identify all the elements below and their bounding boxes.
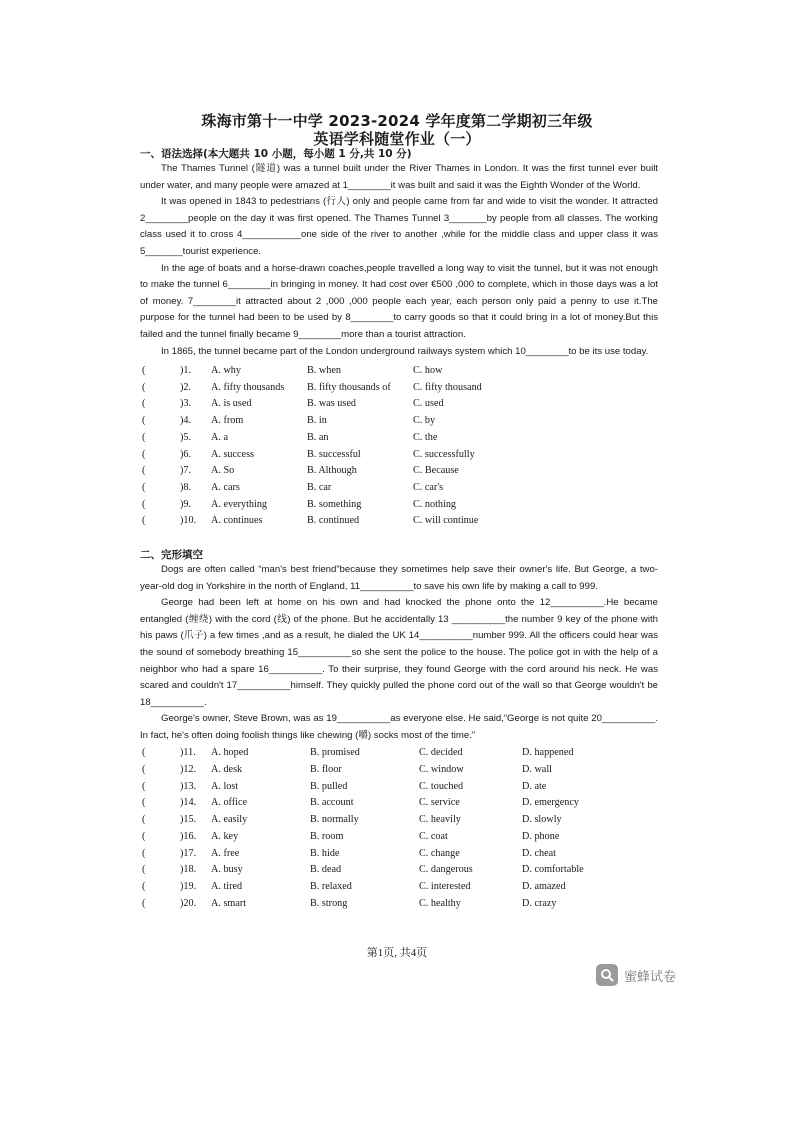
passage1-paragraph: It was opened in 1843 to pedestrians (行人) only and people came from far and wide to visit the wonder. It attracted 2________people on the day it was first opened. The Thames Tunnel 3_______by people from all classes. The working class used it to cross 4___________one side of the river to another ,while for the middle class and upper class it was 5_______tourist experience. [140, 196, 658, 257]
question-number: )3. [180, 398, 192, 410]
option-a: A. from [211, 415, 244, 427]
exam-subtitle: 英语学科随堂作业（一） [313, 130, 481, 148]
question-number: )11. [180, 747, 196, 758]
option-c: C. successfully [413, 448, 475, 460]
question-number: )12. [180, 763, 197, 775]
option-d: D. amazed [522, 881, 566, 892]
option-b: B. successful [307, 448, 361, 460]
option-d: D. emergency [522, 797, 579, 809]
question-number: )1. [180, 365, 192, 376]
question-number: )17. [180, 847, 197, 859]
answer-paren[interactable]: ( [142, 780, 146, 792]
option-a: A. fifty thousands [211, 381, 285, 393]
section1-passage [140, 161, 658, 360]
answer-paren[interactable]: ( [142, 814, 146, 825]
option-c: C. decided [419, 747, 463, 758]
option-a: A. key [211, 830, 239, 842]
option-c: C. will continue [413, 515, 479, 527]
question-number: )18. [180, 864, 197, 876]
option-b: B. room [310, 830, 344, 842]
passage1-paragraph: In 1865, the tunnel became part of the London underground railways system which 10________to be its use today. [161, 345, 649, 357]
question-number: )19. [180, 881, 197, 892]
option-a: A. a [211, 431, 228, 443]
answer-paren[interactable]: ( [142, 864, 146, 876]
option-a: A. lost [211, 780, 239, 792]
option-d: D. slowly [522, 814, 562, 825]
option-a: A. is used [211, 398, 252, 410]
question-number: )14. [180, 797, 197, 809]
option-b: B. relaxed [310, 881, 352, 892]
passage1-paragraph: In the age of boats and a horse-drawn coaches,people travelled a long way to visit the tunnel, but it was not enough to make the tunnel 6________in bringing in money. It had cost over €500 ,000 to complete, which in those days was a lot of money. 7________it attracted about 2 ,000 ,000 people each year, each person only paid a penny to use it.The purpose for the tunnel had been to be used by 8________to carry goods so that it could bring in a lot of money.But this failed and the tunnel finally became 9________more than a tourist attraction. [140, 262, 658, 340]
option-c: C. healthy [419, 897, 461, 909]
option-a: A. office [211, 797, 248, 809]
option-b: B. car [307, 481, 332, 493]
answer-paren[interactable]: ( [142, 448, 146, 460]
answer-paren[interactable]: ( [142, 515, 146, 527]
option-d: D. wall [522, 763, 552, 775]
option-a: A. why [211, 365, 241, 376]
option-c: C. dangerous [419, 864, 473, 876]
question-number: )10. [180, 515, 197, 527]
option-c: C. heavily [419, 814, 461, 825]
option-b: B. Although [307, 465, 357, 477]
option-c: C. window [419, 763, 464, 775]
option-c: C. car's [413, 481, 444, 493]
option-a: A. continues [211, 515, 263, 527]
option-b: B. account [310, 797, 354, 809]
option-d: D. crazy [522, 897, 557, 909]
option-c: C. interested [419, 881, 471, 892]
option-b: B. fifty thousands of [307, 381, 391, 393]
question-number: )20. [180, 897, 197, 909]
option-b: B. an [307, 431, 329, 443]
question-number: )4. [180, 415, 192, 427]
answer-paren[interactable]: ( [142, 498, 146, 510]
passage2-paragraph: George's owner, Steve Brown, was as 19__________as everyone else. He said,“George is not quite 20__________. In fact, he's often doing foolish things like chewing (嚼) socks most of the time.” [140, 713, 658, 741]
answer-paren[interactable]: ( [142, 897, 146, 909]
option-b: B. floor [310, 763, 342, 775]
answer-paren[interactable]: ( [142, 747, 146, 758]
option-d: D. comfortable [522, 864, 584, 876]
option-d: D. cheat [522, 847, 556, 859]
passage2-paragraph: George had been left at home on his own and had knocked the phone onto the 12__________.He became entangled (缠绕) with the cord (线) of the phone. But he accidentally 13 __________the number 9 key of the phone with his paws (爪子) a few times ,and as a result, he dialed the UK 14__________number 999. All the officers could hear was the sound of somebody breathing 15__________so she sent the police to the house. The police got in with the help of a neighbor who had a spare 16__________. To their surprise, they found George with the cord around his neck. He was scared and couldn't 17__________himself. They quickly pulled the phone cord out of the wall so that George wouldn't be 18__________. [140, 597, 658, 708]
option-c: C. fifty thousand [413, 381, 482, 393]
option-b: B. pulled [310, 780, 348, 792]
option-a: A. desk [211, 763, 243, 775]
option-c: C. used [413, 398, 444, 410]
option-d: D. phone [522, 830, 560, 842]
answer-paren[interactable]: ( [142, 830, 146, 842]
section2-passage [140, 562, 658, 745]
option-c: C. how [413, 365, 443, 376]
option-a: A. So [211, 465, 235, 477]
answer-paren[interactable]: ( [142, 415, 146, 427]
option-d: D. ate [522, 780, 547, 792]
option-b: B. something [307, 498, 362, 510]
watermark [596, 962, 676, 988]
answer-paren[interactable]: ( [142, 847, 146, 859]
answer-paren[interactable]: ( [142, 797, 146, 809]
option-b: B. hide [310, 847, 340, 859]
question-number: )7. [180, 465, 192, 477]
option-b: B. normally [310, 814, 359, 825]
option-b: B. when [307, 365, 341, 376]
option-c: C. the [413, 431, 438, 443]
page-number: 第1页, 共4页 [366, 947, 428, 959]
option-a: A. tired [211, 881, 243, 892]
section1-heading: 一、语法选择(本大题共 10 小题，每小题 1 分,共 10 分) [140, 148, 412, 160]
option-c: C. Because [413, 465, 459, 477]
answer-paren[interactable]: ( [142, 365, 146, 376]
section2-heading: 二、完形填空 [140, 549, 203, 561]
option-a: A. free [211, 847, 240, 859]
option-a: A. everything [211, 498, 268, 510]
question-number: )15. [180, 814, 197, 825]
option-a: A. success [211, 448, 255, 460]
option-b: B. in [307, 415, 327, 427]
option-c: C. touched [419, 780, 464, 792]
answer-paren[interactable]: ( [142, 381, 146, 393]
passage1-paragraph: The Thames Tunnel (隧道) was a tunnel built under the River Thames in London. It was the first tunnel ever built under water, and many people were amazed at 1________it was built and said it was the Eighth Wonder of the World. [140, 163, 658, 191]
option-b: B. promised [310, 747, 360, 758]
option-a: A. hoped [211, 747, 249, 758]
passage2-paragraph: Dogs are often called “man's best friend”because they sometimes help save their owner's life. But George, a two-year-old dog in Yorkshire in the north of England, 11__________to save his own life by making a call to 999. [140, 564, 658, 592]
option-b: B. was used [307, 398, 356, 410]
question-number: )5. [180, 431, 192, 443]
question-number: )16. [180, 830, 197, 842]
question-number: )6. [180, 448, 192, 460]
question-number: )9. [180, 498, 192, 510]
answer-paren[interactable]: ( [142, 465, 146, 477]
answer-paren[interactable]: ( [142, 481, 146, 493]
search-icon [596, 964, 618, 986]
option-b: B. strong [310, 897, 348, 909]
answer-paren[interactable]: ( [142, 763, 146, 775]
option-c: C. service [419, 797, 460, 809]
answer-paren[interactable]: ( [142, 431, 146, 443]
answer-paren[interactable]: ( [142, 398, 146, 410]
watermark-text: 蜜蜂试卷 [624, 969, 677, 985]
option-a: A. smart [211, 897, 247, 909]
option-d: D. happened [522, 747, 574, 758]
option-c: C. by [413, 415, 436, 427]
question-number: )13. [180, 780, 197, 792]
question-number: )8. [180, 481, 192, 493]
option-c: C. change [419, 847, 460, 859]
option-c: C. coat [419, 830, 448, 842]
option-b: B. dead [310, 864, 342, 876]
option-b: B. continued [307, 515, 360, 527]
question-number: )2. [180, 381, 192, 393]
option-a: A. easily [211, 814, 248, 825]
exam-title: 珠海市第十一中学 2023-2024 学年度第二学期初三年级 [201, 112, 593, 130]
option-a: A. cars [211, 481, 240, 493]
option-c: C. nothing [413, 498, 457, 510]
answer-paren[interactable]: ( [142, 881, 146, 892]
option-a: A. busy [211, 864, 243, 876]
